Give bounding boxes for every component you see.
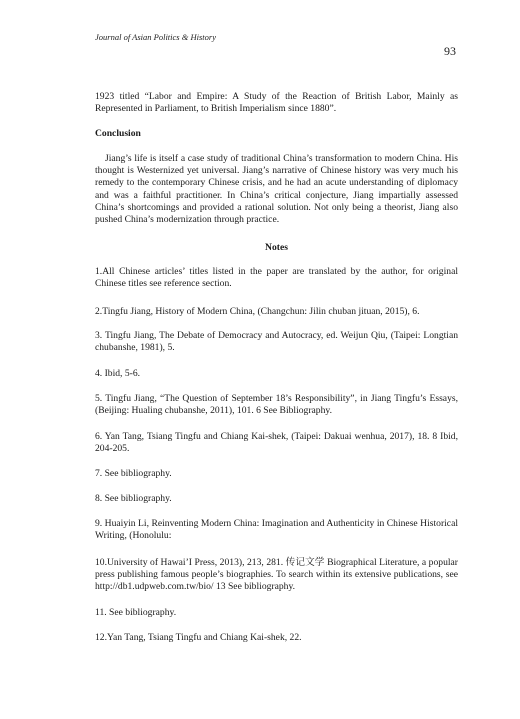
conclusion-paragraph: Jiang’s life is itself a case study of traditional China’s transformation to modern China. His thought is Westernized yet universal. Jiang’s narrative of Chinese history was very much his remedy to the contemporary Chinese crisis, and he had an acute understanding of diplomacy and was a faithful practitioner. In China’s critical conjecture, Jiang impartially assessed China’s shortcomings and provided a rational solution. Not only being a theorist, Jiang also pushed China’s modernization through practice. xyxy=(95,153,458,226)
note-item-8: 8. See bibliography. xyxy=(95,493,172,504)
notes-heading: Notes xyxy=(265,242,288,253)
note-item-2: 2.Tingfu Jiang, History of Modern China, (Changchun: Jilin chuban jituan, 2015), 6. xyxy=(95,306,420,317)
note-item-9: 9. Huaiyin Li, Reinventing Modern China: Imagination and Authenticity in Chinese Historical Writing, (Honolulu: xyxy=(95,518,458,542)
note-item-7: 7. See bibliography. xyxy=(95,468,172,479)
note-item-6: 6. Yan Tang, Tsiang Tingfu and Chiang Kai-shek, (Taipei: Dakuai wenhua, 2017), 18. 8 Ibid, 204-205. xyxy=(95,431,458,455)
note-item-10: 10.University of Hawai’I Press, 2013), 213, 281. 传记文学 Biographical Literature, a popular press publishing famous people’s biographies. To search within its extensive publications, see http://db1.udpweb.com.tw/bio/ 13 See bibliography. xyxy=(95,557,458,593)
note-item-11: 11. See bibliography. xyxy=(95,607,177,618)
note-item-3: 3. Tingfu Jiang, The Debate of Democracy and Autocracy, ed. Weijun Qiu, (Taipei: Longtian chubanshe, 1981), 5. xyxy=(95,330,458,354)
note-item-4: 4. Ibid, 5-6. xyxy=(95,368,141,379)
note-item-1: 1.All Chinese articles’ titles listed in the paper are translated by the author, for original Chinese titles see reference section. xyxy=(95,266,458,290)
journal-title: Journal of Asian Politics & History xyxy=(95,32,216,42)
note-item-5: 5. Tingfu Jiang, “The Question of September 18’s Responsibility”, in Jiang Tingfu’s Essays, (Beijing: Hualing chubanshe, 2011), 101. 6 See Bibliography. xyxy=(95,393,458,417)
intro-paragraph: 1923 titled “Labor and Empire: A Study of the Reaction of British Labor, Mainly as Represented in Parliament, to British Imperialism since 1880”. xyxy=(95,91,458,115)
note-item-12: 12.Yan Tang, Tsiang Tingfu and Chiang Kai-shek, 22. xyxy=(95,632,302,643)
conclusion-heading: Conclusion xyxy=(95,128,141,139)
page-number: 93 xyxy=(444,44,456,58)
